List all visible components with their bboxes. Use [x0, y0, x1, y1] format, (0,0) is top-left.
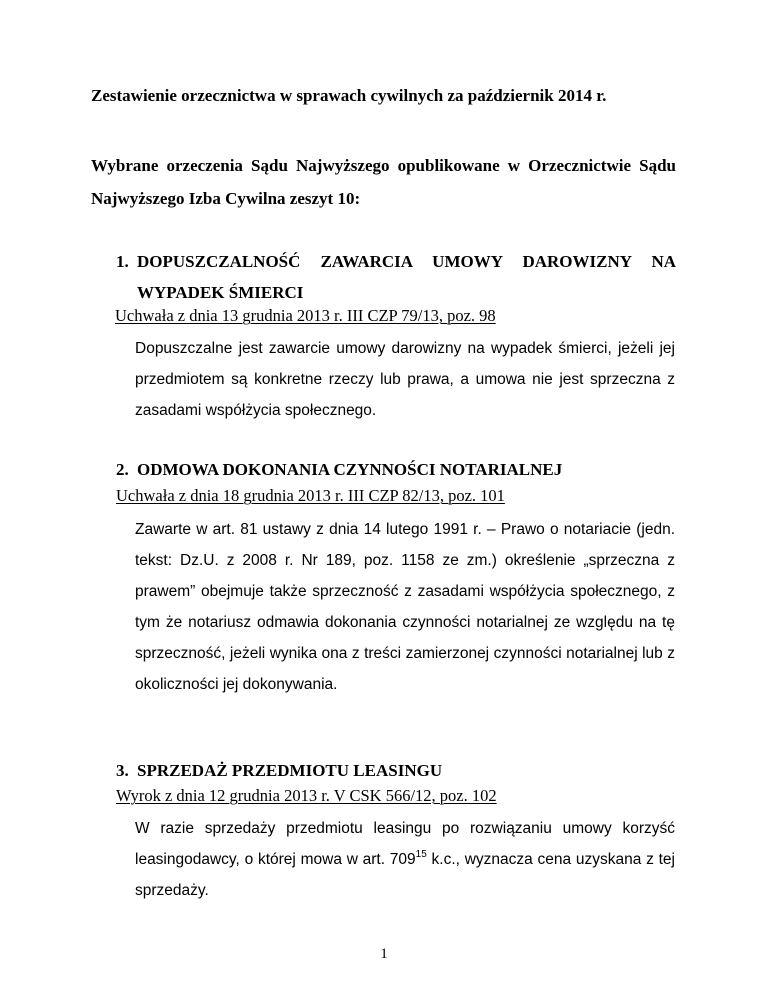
ruling-citation-3: Wyrok z dnia 12 grudnia 2013 r. V CSK 566/12, poz. 102 — [116, 786, 497, 805]
page-number: 1 — [380, 946, 388, 962]
ruling-citation-2: Uchwała z dnia 18 grudnia 2013 r. III CZP 82/13, poz. 101 — [116, 486, 505, 505]
ruling-number-1: 1. — [116, 252, 129, 271]
ruling-heading-line1-3: SPRZEDAŻ PRZEDMIOTU LEASINGU — [137, 761, 443, 780]
ruling-heading-line2-1: WYPADEK ŚMIERCI — [137, 283, 304, 302]
ruling-number-2: 2. — [116, 460, 129, 479]
ruling-heading-line1-1: DOPUSZCZALNOŚĆ ZAWARCIA UMOWY DAROWIZNY NA — [137, 252, 676, 271]
ruling-text-3-end: k.c., wyznacza cena uzyskana z tej sprzedaży. — [135, 851, 675, 899]
page-title: Zestawienie orzecznictwa w sprawach cywilnych za październik 2014 r. — [91, 86, 607, 105]
ruling-text-3 — [135, 813, 675, 906]
ruling-heading-line1-2: ODMOWA DOKONANIA CZYNNOŚCI NOTARIALNEJ — [137, 460, 563, 479]
ruling-text-1: Dopuszczalne jest zawarcie umowy darowizny na wypadek śmierci, jeżeli jej przedmiotem są konkretne rzeczy lub prawa, a umowa nie jest sprzeczna z zasadami współżycia społecznego. — [135, 340, 675, 419]
ruling-citation-1: Uchwała z dnia 13 grudnia 2013 r. III CZP 79/13, poz. 98 — [115, 306, 496, 325]
intro-paragraph: Wybrane orzeczenia Sądu Najwyższego opublikowane w Orzecznictwie Sądu Najwyższego Izba Cywilna zeszyt 10: — [91, 156, 676, 208]
ruling-text-3-superscript: 15 — [415, 849, 427, 860]
ruling-text-2: Zawarte w art. 81 ustawy z dnia 14 lutego 1991 r. – Prawo o notariacie (jedn. tekst: Dz.U. z 2008 r. Nr 189, poz. 1158 ze zm.) określenie „sprzeczna z prawem” obejmuje także sprzeczność z zasadami współżycia społecznego, z tym że notariusz odmawia dokonania czynności notarialnej ze względu na tę sprzeczność, jeżeli wynika ona z treści zamierzonej czynności notarialnej lub z okoliczności jej dokonywania. — [135, 521, 675, 693]
ruling-number-3: 3. — [116, 761, 129, 780]
ruling-text-3-main: W razie sprzedaży przedmiotu leasingu po rozwiązaniu umowy korzyść leasingodawcy, o której mowa w art. 709 — [135, 820, 675, 868]
